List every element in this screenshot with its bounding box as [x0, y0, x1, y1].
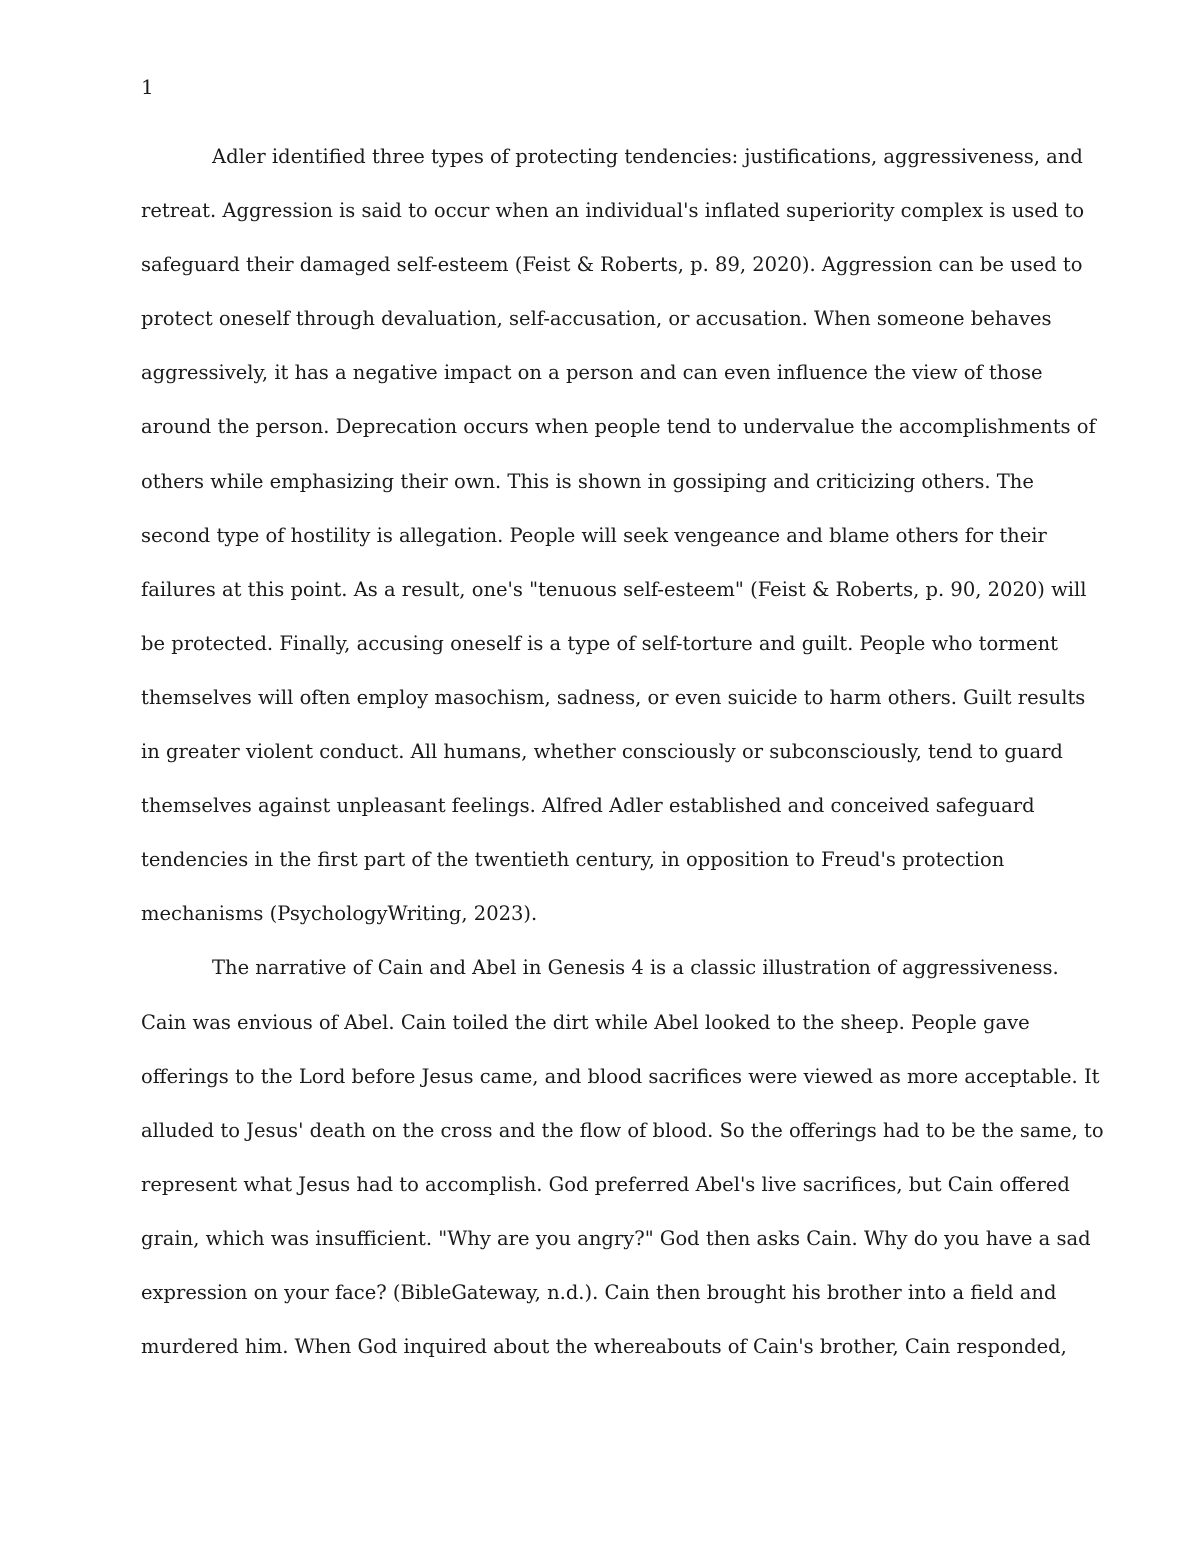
paragraph-2-line: offerings to the Lord before Jesus came, and blood sacrifices were viewed as more acceptable. It	[141, 1064, 1100, 1088]
page-number: 1	[141, 75, 154, 99]
paragraph-1-line: second type of hostility is allegation. People will seek vengeance and blame others for their	[141, 523, 1047, 547]
paragraph-1-line: failures at this point. As a result, one's "tenuous self-esteem" (Feist & Roberts, p. 90, 2020) will	[141, 577, 1087, 601]
paragraph-2-line: grain, which was insufficient. "Why are you angry?" God then asks Cain. Why do you have a sad	[141, 1226, 1091, 1250]
paragraph-1-line: around the person. Deprecation occurs when people tend to undervalue the accomplishments of	[141, 415, 1096, 439]
paragraph-2-line: alluded to Jesus' death on the cross and the flow of blood. So the offerings had to be the same, to	[141, 1118, 1104, 1142]
paragraph-1-line: Adler identified three types of protecting tendencies: justifications, aggressiveness, and	[212, 145, 1083, 168]
paragraph-1-line: aggressively, it has a negative impact on a person and can even influence the view of those	[141, 361, 1043, 385]
paragraph-2-line: Cain was envious of Abel. Cain toiled the dirt while Abel looked to the sheep. People gave	[141, 1010, 1030, 1034]
paragraph-1-line: mechanisms (PsychologyWriting, 2023).	[141, 902, 538, 926]
body-text	[141, 130, 1104, 1374]
paragraph-1-line: in greater violent conduct. All humans, whether consciously or subconsciously, tend to guard	[141, 740, 1063, 764]
paragraph-2-line: represent what Jesus had to accomplish. God preferred Abel's live sacrifices, but Cain offered	[141, 1172, 1070, 1196]
paragraph-1-line: be protected. Finally, accusing oneself is a type of self-torture and guilt. People who torment	[141, 631, 1058, 655]
paragraph-1-line: themselves will often employ masochism, sadness, or even suicide to harm others. Guilt results	[141, 685, 1086, 709]
paragraph-2-line: The narrative of Cain and Abel in Genesis 4 is a classic illustration of aggressiveness.	[212, 956, 1059, 980]
paragraph-2-line: murdered him. When God inquired about the whereabouts of Cain's brother, Cain responded,	[141, 1335, 1067, 1359]
paragraph-1-line: retreat. Aggression is said to occur when an individual's inflated superiority complex is used to	[141, 199, 1085, 223]
paragraph-1-line: themselves against unpleasant feelings. Alfred Adler established and conceived safeguard	[141, 794, 1035, 818]
paragraph-1-line: safeguard their damaged self-esteem (Feist & Roberts, p. 89, 2020). Aggression can be used to	[141, 253, 1083, 277]
paragraph-1-line: tendencies in the first part of the twentieth century, in opposition to Freud's protection	[141, 848, 1005, 872]
paragraph-2-line: expression on your face? (BibleGateway, n.d.). Cain then brought his brother into a field and	[141, 1280, 1057, 1304]
paragraph-1-line: protect oneself through devaluation, self-accusation, or accusation. When someone behaves	[141, 307, 1052, 331]
paragraph-1-line: others while emphasizing their own. This is shown in gossiping and criticizing others. The	[141, 469, 1034, 493]
